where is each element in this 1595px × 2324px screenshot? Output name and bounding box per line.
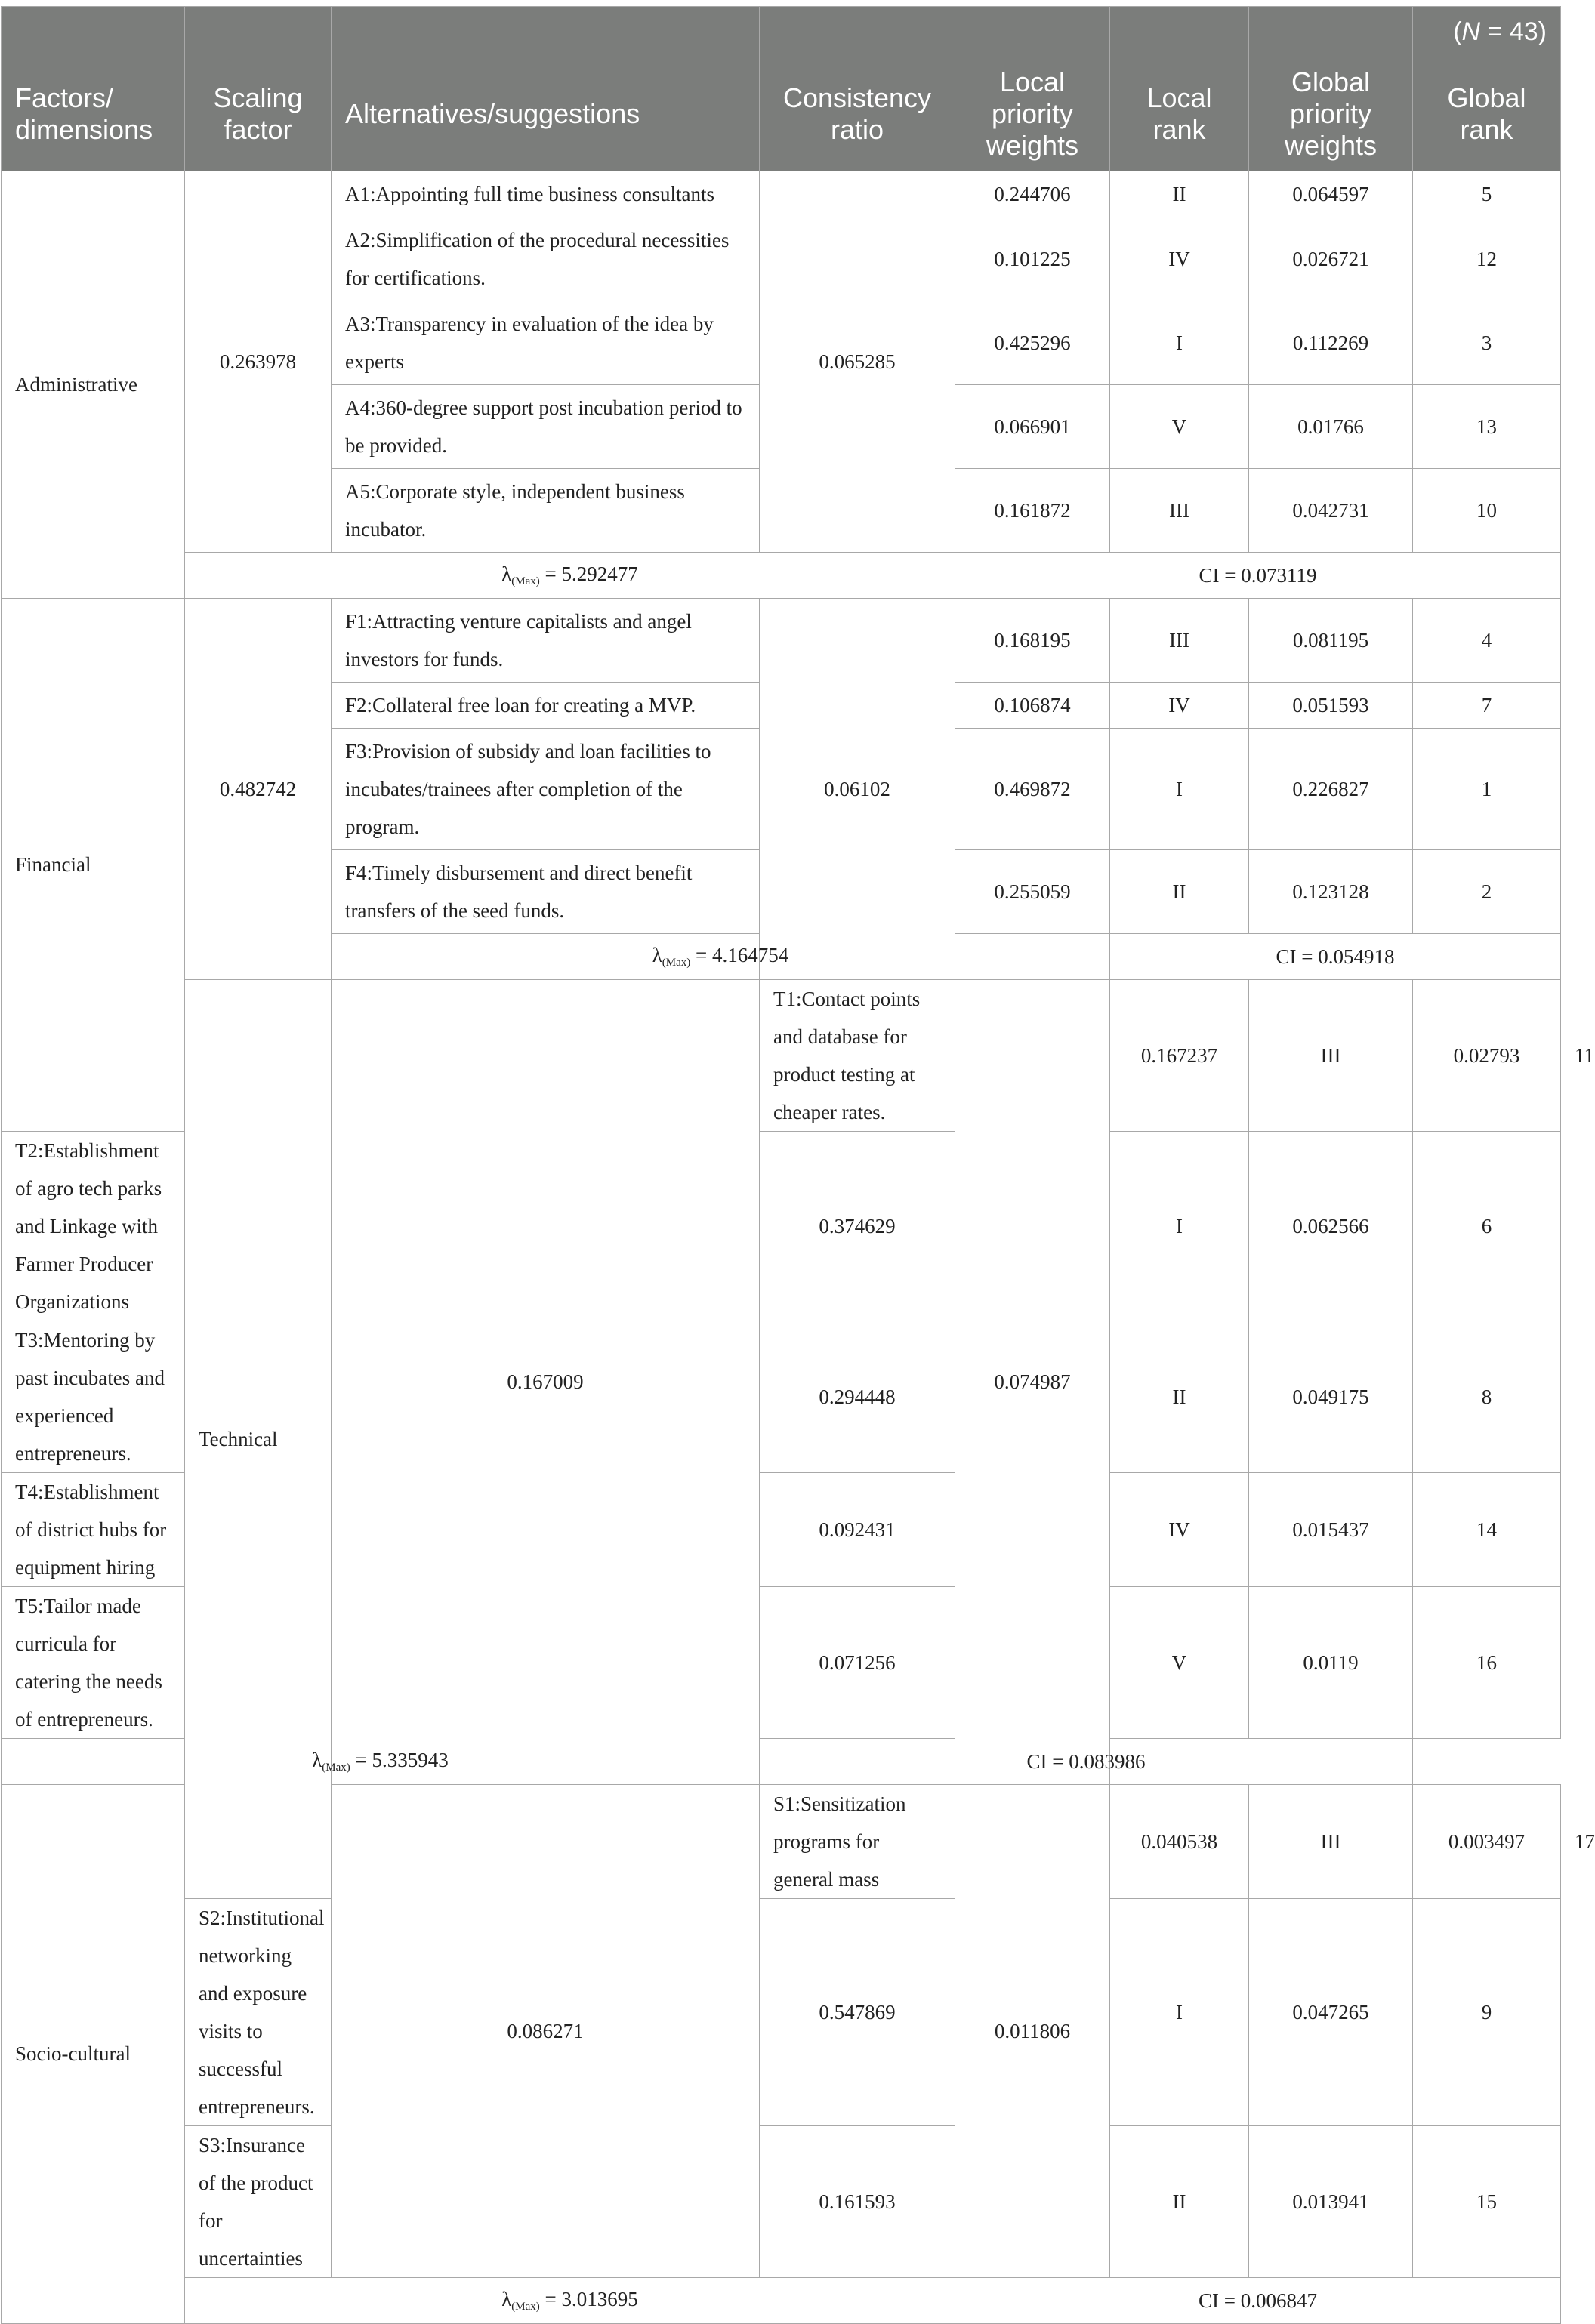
alternative-cell: F2:Collateral free loan for creating a MVP. — [332, 683, 760, 729]
alternative-cell: S3:Insurance of the product for uncertainties — [185, 2126, 332, 2278]
global-rank-cell: 14 — [1413, 1473, 1561, 1587]
global-rank-cell: 3 — [1413, 301, 1561, 385]
alternative-cell: F4:Timely disbursement and direct benefit transfers of the seed funds. — [332, 850, 760, 934]
ahp-results-table — [1, 6, 1595, 2324]
ci-cell: CI = 0.083986 — [760, 1739, 1413, 1785]
table-body — [2, 171, 1595, 2324]
global-weight-cell: 0.0119 — [1249, 1587, 1413, 1739]
local-weight-cell: 0.425296 — [955, 301, 1110, 385]
global-weight-cell: 0.062566 — [1249, 1132, 1413, 1321]
ci-cell: CI = 0.054918 — [1110, 934, 1561, 980]
scaling-factor-cell: 0.263978 — [185, 171, 332, 553]
factor-cell: Financial — [2, 599, 185, 1132]
table-row: Socio-cultural 0.086271 S1:Sensitization programs for general mass 0.011806 0.040538 III 0.003497 17 — [2, 1785, 1561, 1899]
local-rank-cell: IV — [1110, 217, 1249, 301]
local-rank-cell: V — [1110, 1587, 1249, 1739]
local-weight-cell: 0.092431 — [760, 1473, 955, 1587]
table-row: Technical 0.167009 T1:Contact points and database for product testing at cheaper rates. 0.074987 0.167237 III 0.02793 11 — [2, 980, 1561, 1132]
sample-size-row — [2, 7, 1561, 57]
alternative-cell: T5:Tailor made curricula for catering the needs of entrepreneurs. — [2, 1587, 185, 1739]
scaling-factor-cell: 0.086271 — [332, 1785, 760, 2278]
global-rank-cell: 4 — [1413, 599, 1561, 683]
global-weight-cell: 0.226827 — [1249, 729, 1413, 850]
sample-size-note: (N = 43) — [1413, 7, 1561, 57]
local-rank-cell: III — [1249, 980, 1413, 1132]
lambda-max-cell: $\lambda_{(Max)} = 5.292477$ — [185, 553, 955, 599]
global-weight-cell: 0.003497 — [1413, 1785, 1561, 1899]
header-scaling-factor: Scaling factor — [185, 57, 332, 171]
alternative-cell: T3:Mentoring by past incubates and experienced entrepreneurs. — [2, 1321, 185, 1473]
global-weight-cell: 0.026721 — [1249, 217, 1413, 301]
alternative-cell: A1:Appointing full time business consultants — [332, 171, 760, 217]
alternative-cell: A4:360-degree support post incubation period to be provided. — [332, 385, 760, 469]
local-rank-cell: IV — [1110, 1473, 1249, 1587]
global-rank-cell: 6 — [1413, 1132, 1561, 1321]
global-weight-cell: 0.02793 — [1413, 980, 1561, 1132]
summary-row — [2, 1739, 1561, 1785]
alternative-cell: T2:Establishment of agro tech parks and Linkage with Farmer Producer Organizations — [2, 1132, 185, 1321]
global-rank-cell: 7 — [1413, 683, 1561, 729]
local-rank-cell: II — [1110, 2126, 1249, 2278]
ci-cell: CI = 0.006847 — [955, 2278, 1561, 2324]
local-rank-cell: I — [1110, 1899, 1249, 2126]
local-rank-cell: IV — [1110, 683, 1249, 729]
scaling-factor-cell: 0.167009 — [332, 980, 760, 1785]
local-weight-cell: 0.547869 — [760, 1899, 955, 2126]
alternative-cell: S1:Sensitization programs for general mass — [760, 1785, 955, 1899]
local-weight-cell: 0.374629 — [760, 1132, 955, 1321]
local-rank-cell: I — [1110, 729, 1249, 850]
global-rank-cell: 1 — [1413, 729, 1561, 850]
lambda-max-cell: $\lambda_{(Max)} = 5.335943$ — [2, 1739, 760, 1785]
factor-cell: Socio-cultural — [2, 1785, 185, 2324]
global-weight-cell: 0.064597 — [1249, 171, 1413, 217]
consistency-ratio-cell: 0.06102 — [760, 599, 955, 980]
global-weight-cell: 0.01766 — [1249, 385, 1413, 469]
local-weight-cell: 0.469872 — [955, 729, 1110, 850]
local-weight-cell: 0.071256 — [760, 1587, 955, 1739]
local-weight-cell: 0.167237 — [1110, 980, 1249, 1132]
local-weight-cell: 0.168195 — [955, 599, 1110, 683]
global-weight-cell: 0.042731 — [1249, 469, 1413, 553]
consistency-ratio-cell: 0.011806 — [955, 1785, 1110, 2278]
table-row — [2, 1899, 1561, 2126]
local-weight-cell: 0.244706 — [955, 171, 1110, 217]
local-rank-cell: III — [1249, 1785, 1413, 1899]
lambda-max-cell: $\lambda_{(Max)} = 3.013695$ — [185, 2278, 955, 2324]
header-local-rank: Local rank — [1110, 57, 1249, 171]
summary-row — [2, 2278, 1561, 2324]
local-weight-cell: 0.101225 — [955, 217, 1110, 301]
lambda-max-cell: $\lambda_{(Max)} = 4.164754$ — [332, 934, 1110, 980]
local-weight-cell: 0.161872 — [955, 469, 1110, 553]
alternative-cell: S2:Institutional networking and exposure visits to successful entrepreneurs. — [185, 1899, 332, 2126]
column-header-row — [2, 57, 1561, 171]
local-rank-cell: II — [1110, 171, 1249, 217]
local-rank-cell: V — [1110, 385, 1249, 469]
header-local-priority-weights: Local priority weights — [955, 57, 1110, 171]
local-rank-cell: III — [1110, 469, 1249, 553]
global-weight-cell: 0.047265 — [1249, 1899, 1413, 2126]
local-weight-cell: 0.294448 — [760, 1321, 955, 1473]
table-row — [2, 2126, 1561, 2278]
alternative-cell: T4:Establishment of district hubs for equipment hiring — [2, 1473, 185, 1587]
summary-row — [2, 553, 1561, 599]
table-header — [2, 7, 1561, 171]
global-rank-cell: 13 — [1413, 385, 1561, 469]
global-rank-cell: 8 — [1413, 1321, 1561, 1473]
header-consistency-ratio: Consistency ratio — [760, 57, 955, 171]
local-rank-cell: II — [1110, 850, 1249, 934]
local-weight-cell: 0.040538 — [1110, 1785, 1249, 1899]
global-weight-cell: 0.013941 — [1249, 2126, 1413, 2278]
global-rank-cell: 12 — [1413, 217, 1561, 301]
global-weight-cell: 0.015437 — [1249, 1473, 1413, 1587]
global-weight-cell: 0.081195 — [1249, 599, 1413, 683]
consistency-ratio-cell: 0.074987 — [955, 980, 1110, 1785]
global-weight-cell: 0.123128 — [1249, 850, 1413, 934]
ci-cell: CI = 0.073119 — [955, 553, 1561, 599]
header-global-rank: Global rank — [1413, 57, 1561, 171]
alternative-cell: A5:Corporate style, independent business incubator. — [332, 469, 760, 553]
global-rank-cell: 10 — [1413, 469, 1561, 553]
local-rank-cell: II — [1110, 1321, 1249, 1473]
global-weight-cell: 0.112269 — [1249, 301, 1413, 385]
global-rank-cell: 9 — [1413, 1899, 1561, 2126]
consistency-ratio-cell: 0.065285 — [760, 171, 955, 553]
alternative-cell: T1:Contact points and database for product testing at cheaper rates. — [760, 980, 955, 1132]
local-rank-cell: I — [1110, 1132, 1249, 1321]
table-row — [2, 599, 1561, 683]
table-row — [2, 171, 1561, 217]
header-global-priority-weights: Global priority weights — [1249, 57, 1413, 171]
global-rank-cell: 5 — [1413, 171, 1561, 217]
local-weight-cell: 0.066901 — [955, 385, 1110, 469]
header-factors: Factors/ dimensions — [2, 57, 185, 171]
global-weight-cell: 0.049175 — [1249, 1321, 1413, 1473]
global-rank-cell: 15 — [1413, 2126, 1561, 2278]
alternative-cell: A2:Simplification of the procedural necessities for certifications. — [332, 217, 760, 301]
local-weight-cell: 0.161593 — [760, 2126, 955, 2278]
factor-cell: Technical — [185, 980, 332, 1899]
alternative-cell: A3:Transparency in evaluation of the idea by experts — [332, 301, 760, 385]
scaling-factor-cell: 0.482742 — [185, 599, 332, 980]
global-rank-cell: 2 — [1413, 850, 1561, 934]
global-weight-cell: 0.051593 — [1249, 683, 1413, 729]
alternative-cell: F3:Provision of subsidy and loan facilities to incubates/trainees after completion of the program. — [332, 729, 760, 850]
local-weight-cell: 0.255059 — [955, 850, 1110, 934]
local-weight-cell: 0.106874 — [955, 683, 1110, 729]
global-rank-cell: 16 — [1413, 1587, 1561, 1739]
local-rank-cell: III — [1110, 599, 1249, 683]
header-alternatives: Alternatives/suggestions — [332, 57, 760, 171]
factor-cell: Administrative — [2, 171, 185, 599]
alternative-cell: F1:Attracting venture capitalists and angel investors for funds. — [332, 599, 760, 683]
local-rank-cell: I — [1110, 301, 1249, 385]
